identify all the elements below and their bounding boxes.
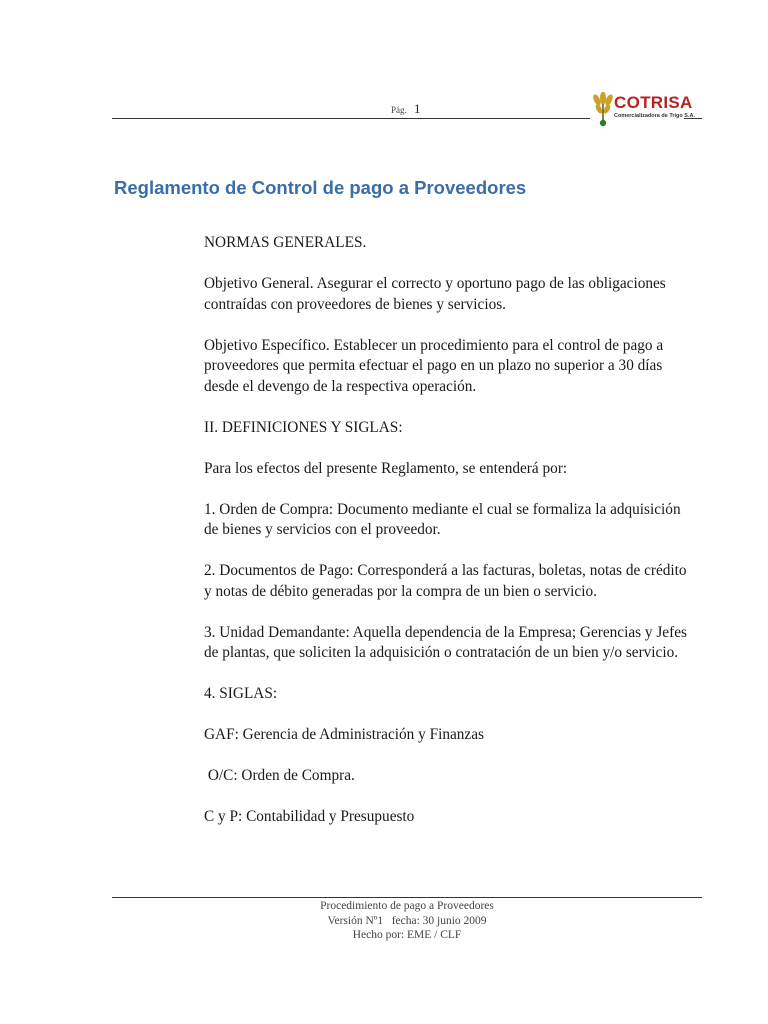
header-rule — [112, 118, 590, 119]
definition-orden-de-compra: 1. Orden de Compra: Documento mediante el cual se formaliza la adquisición de bienes y servicios con el proveedor. — [204, 500, 681, 538]
sigla-cyp: C y P: Contabilidad y Presupuesto — [204, 808, 415, 825]
page-footer — [200, 899, 614, 943]
page-number: 1 — [414, 101, 421, 116]
definiciones-intro: Para los efectos del presente Reglamento, se entenderá por: — [204, 459, 568, 477]
definition-documentos-de-pago: 2. Documentos de Pago: Corresponderá a las facturas, boletas, notas de crédito y notas de débito generadas por la compra de un bien o servicio. — [204, 562, 687, 600]
sigla-gaf: GAF: Gerencia de Administración y Finanzas — [204, 726, 484, 743]
objetivo-especifico: Objetivo Específico. Establecer un procedimiento para el control de pago a proveedores que permita efectuar el pago en un plazo no superior a 30 días desde el devengo de la respectiva operación. — [204, 336, 664, 395]
section-heading-normas: NORMAS GENERALES. — [204, 234, 367, 251]
footer-rule — [112, 897, 702, 898]
footer-version-date: Versión Nº1 fecha: 30 junio 2009 — [327, 914, 487, 927]
document-title: Reglamento de Control de pago a Proveedores — [114, 177, 527, 198]
footer-author: Hecho por: EME / CLF — [352, 929, 462, 941]
company-logo — [592, 92, 695, 130]
section-heading-definiciones: II. DEFINICIONES Y SIGLAS: — [204, 418, 403, 436]
document-body — [204, 233, 696, 848]
definition-unidad-demandante: 3. Unidad Demandante: Aquella dependencia de la Empresa; Gerencias y Jefes de plantas, que soliciten la adquisición o contratación de un bien y/o servicio. — [204, 623, 687, 661]
logo-subtitle: Comercializadora de Trigo S.A. — [614, 113, 695, 119]
page-label: Pág. — [391, 105, 407, 115]
objetivo-general: Objetivo General. Asegurar el correcto y oportuno pago de las obligaciones contraídas con proveedores de bienes y servicios. — [204, 275, 666, 313]
sigla-oc: O/C: Orden de Compra. — [204, 767, 355, 784]
wheat-icon — [592, 92, 616, 130]
section-heading-siglas: 4. SIGLAS: — [204, 685, 278, 702]
logo-wordmark: COTRISA — [614, 93, 693, 112]
footer-procedure-title: Procedimiento de pago a Proveedores — [320, 900, 494, 912]
